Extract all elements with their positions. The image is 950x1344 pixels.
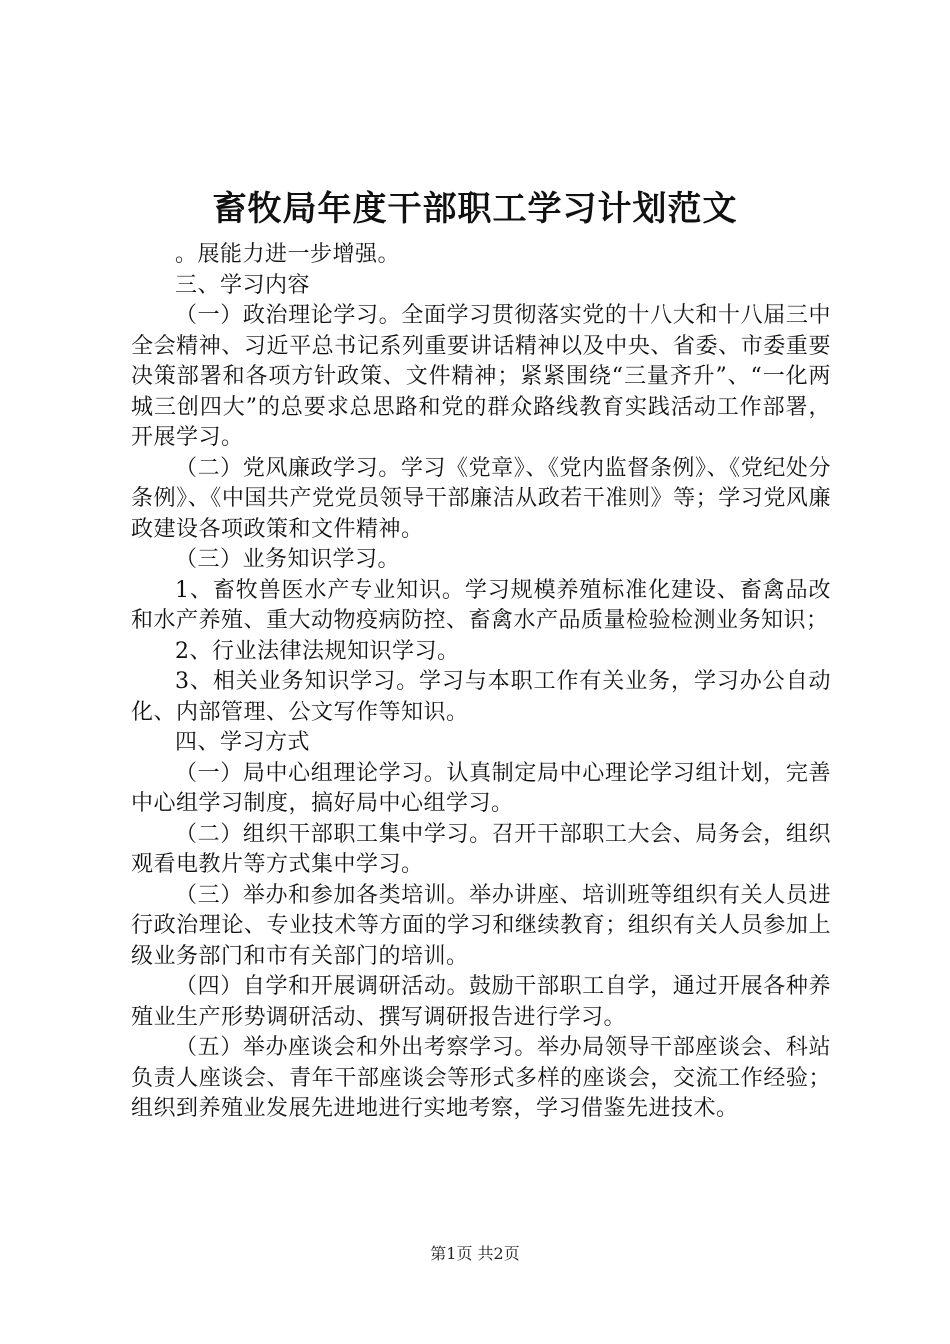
section-heading: 四、学习方式	[175, 730, 311, 755]
paragraph: 3、相关业务知识学习。学习与本职工作有关业务，学习办公自动化、内部管理、公文写作等知识。	[131, 669, 831, 725]
paragraph: （五）举办座谈会和外出考察学习。举办局领导干部座谈会、科站负责人座谈会、青年干部座谈会等形式多样的座谈会，交流工作经验；组织到养殖业发展先进地进行实地考察，学习借鉴先进技术。	[131, 1035, 831, 1121]
paragraph: （一）局中心组理论学习。认真制定局中心理论学习组计划，完善中心组学习制度，搞好局中心组学习。	[131, 760, 831, 816]
paragraph: （二）党风廉政学习。学习《党章》、《党内监督条例》、《党纪处分条例》、《中国共产党党员领导干部廉洁从政若干准则》等；学习党风廉政建设各项政策和文件精神。	[131, 455, 831, 542]
paragraph: （三）业务知识学习。	[175, 547, 401, 572]
page-number-footer: 第1页 共2页	[430, 1244, 520, 1263]
document-body	[131, 240, 831, 1125]
paragraph: 2、行业法律法规知识学习。	[175, 638, 460, 664]
paragraph: （一）政治理论学习。全面学习贯彻落实党的十八大和十八届三中全会精神、习近平总书记系列重要讲话精神以及中央、省委、市委重要决策部署和各项方针政策、文件精神；紧紧围绕“三量齐升”、“一化两城三创四大”的总要求总思路和党的群众路线教育实践活动工作部署，开展学习。	[131, 303, 831, 450]
paragraph: 1、畜牧兽医水产专业知识。学习规模养殖标准化建设、畜禽品改和水产养殖、重大动物疫病防控、畜禽水产品质量检验检测业务知识；	[131, 577, 831, 633]
paragraph: （四）自学和开展调研活动。鼓励干部职工自学，通过开展各种养殖业生产形势调研活动、撰写调研报告进行学习。	[131, 974, 831, 1030]
paragraph: （二）组织干部职工集中学习。召开干部职工大会、局务会，组织观看电教片等方式集中学习。	[131, 821, 831, 877]
paragraph: （三）举办和参加各类培训。举办讲座、培训班等组织有关人员进行政治理论、专业技术等方面的学习和继续教育；组织有关人员参加上级业务部门和市有关部门的培训。	[131, 882, 831, 969]
document-title: 畜牧局年度干部职工学习计划范文	[212, 189, 738, 229]
paragraph: 。展能力进一步增强。	[175, 242, 401, 267]
section-heading: 三、学习内容	[175, 272, 311, 298]
